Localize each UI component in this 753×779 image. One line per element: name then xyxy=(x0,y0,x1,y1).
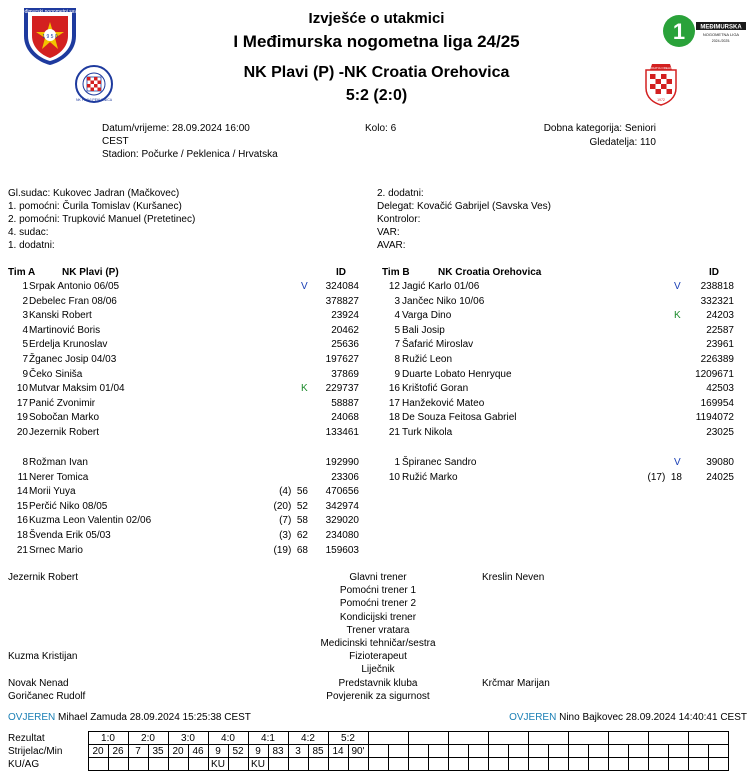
player-name: Ružić Leon xyxy=(402,354,453,365)
score-cell: 4:1 xyxy=(248,732,288,745)
verified-right xyxy=(509,712,747,723)
staff-left-name: Jezernik Robert xyxy=(8,572,79,583)
player-name: Morii Yuya xyxy=(29,486,76,498)
player-id: 192990 xyxy=(325,457,359,468)
spectators: Gledatelja: 110 xyxy=(589,137,656,148)
official-left-line: 1. pomoćni: Čurila Tomislav (Kuršanec) xyxy=(8,201,182,212)
player-number: 21 xyxy=(16,544,28,556)
match-round: Kolo: 6 xyxy=(365,123,397,134)
player-name: De Souza Feitosa Gabriel xyxy=(402,412,517,424)
player-name: Krištofić Goran xyxy=(402,383,469,395)
kuag-cell: KU xyxy=(248,758,268,771)
match-stadium: Stadion: Počurke / Peklenica / Hrvatska xyxy=(102,149,278,160)
player-number: 18 xyxy=(388,412,400,424)
player-number: 16 xyxy=(16,515,28,527)
result-row-label: Strijelac/Min xyxy=(8,745,63,757)
player-id: 159603 xyxy=(325,544,359,556)
player-id: 169954 xyxy=(700,397,734,409)
official-right-line: Kontrolor: xyxy=(377,214,421,225)
player-name: Nerer Tomica xyxy=(29,471,89,483)
svg-text:Međimurski nogometni savez: Međimurski nogometni savez xyxy=(18,9,82,15)
player-number: 17 xyxy=(16,397,28,409)
scorer-minute xyxy=(628,745,648,758)
staff-left-name: Novak Nenad xyxy=(8,677,69,689)
player-number: 5 xyxy=(22,339,28,351)
score-cell xyxy=(368,732,408,745)
svg-text:NK CROATIA OREHOVICA: NK CROATIA OREHOVICA xyxy=(642,66,680,70)
scorer-number: 9 xyxy=(248,745,268,758)
svg-text:1: 1 xyxy=(672,19,686,44)
player-number: 4 xyxy=(394,310,400,322)
scorer-minute: 46 xyxy=(188,745,208,758)
player-name: Erdelja Krunoslav xyxy=(29,339,108,351)
staff-role: Pomoćni trener 2 xyxy=(339,598,417,610)
verified-left xyxy=(8,712,251,723)
player-number: 9 xyxy=(394,368,400,380)
team-b-label: Tim B xyxy=(382,267,410,278)
staff-left-name: Goričanec Rudolf xyxy=(8,690,86,702)
player-id: 25636 xyxy=(331,339,359,351)
kuag-cell xyxy=(368,758,388,771)
player-id: 197627 xyxy=(325,354,359,365)
staff-role: Fizioterapeut xyxy=(349,651,407,663)
kuag-cell xyxy=(468,758,488,771)
scorer-minute xyxy=(468,745,488,758)
substitution-info: (17) 18 xyxy=(647,471,682,483)
player-name: Srpak Antonio 06/05 xyxy=(29,281,120,292)
player-name: Bali Josip xyxy=(402,324,445,336)
player-number: 10 xyxy=(16,383,28,395)
player-id: 24025 xyxy=(706,471,734,483)
player-id: 22587 xyxy=(706,324,734,336)
kuag-cell xyxy=(308,758,328,771)
player-number: 20 xyxy=(16,427,28,438)
kuag-cell xyxy=(528,758,548,771)
player-number: 8 xyxy=(394,354,400,365)
captain-mark: K xyxy=(674,310,681,322)
score-cell xyxy=(408,732,448,745)
player-number: 17 xyxy=(388,397,400,409)
scorer-minute xyxy=(508,745,528,758)
result-row-label: KU/AG xyxy=(8,758,40,770)
player-number: 14 xyxy=(16,486,28,498)
verified-left-text: Mihael Zamuda 28.09.2024 15:25:38 CEST xyxy=(58,712,251,723)
player-id: 1194072 xyxy=(695,412,734,424)
kuag-cell xyxy=(288,758,308,771)
scorer-minute xyxy=(708,745,728,758)
substitution-info: (20) 52 xyxy=(273,500,308,512)
kuag-cell xyxy=(268,758,288,771)
player-number: 3 xyxy=(22,310,28,322)
official-left-line: Gl.sudac: Kukovec Jadran (Mačkovec) xyxy=(8,188,180,199)
player-name: Debelec Fran 08/06 xyxy=(29,295,117,307)
scorer-minute: 52 xyxy=(228,745,248,758)
score-cell xyxy=(448,732,488,745)
result-table xyxy=(8,731,729,771)
scorer-minute xyxy=(588,745,608,758)
player-name: Martinović Boris xyxy=(29,324,101,336)
kuag-cell: KU xyxy=(208,758,228,771)
svg-text:NOGOMETNA LIGA: NOGOMETNA LIGA xyxy=(702,32,740,37)
player-number: 16 xyxy=(388,383,400,395)
score-cell: 4:0 xyxy=(208,732,248,745)
player-number: 1 xyxy=(22,281,28,292)
match-score: 5:2 (2:0) xyxy=(345,87,408,104)
staff-left-name: Kuzma Kristijan xyxy=(8,651,78,663)
player-number: 8 xyxy=(22,457,28,468)
kuag-cell xyxy=(168,758,188,771)
kuag-cell xyxy=(328,758,348,771)
scorer-minute xyxy=(548,745,568,758)
svg-text:2024./2025.: 2024./2025. xyxy=(711,39,731,43)
player-name: Hanžeković Mateo xyxy=(402,397,485,409)
staff-role: Trener vratara xyxy=(346,624,410,636)
score-cell xyxy=(528,732,568,745)
scorer-number: 7 xyxy=(128,745,148,758)
substitution-info: (4) 56 xyxy=(279,486,308,498)
scorer-minute: 85 xyxy=(308,745,328,758)
player-name: Perčić Niko 08/05 xyxy=(29,500,108,512)
scorer-minute xyxy=(668,745,688,758)
staff-role: Glavni trener xyxy=(349,572,407,583)
scorer-number xyxy=(408,745,428,758)
player-name: Švenda Erik 05/03 xyxy=(29,530,111,541)
kuag-cell xyxy=(668,758,688,771)
match-datetime: Datum/vrijeme: 28.09.2024 16:00 xyxy=(102,123,250,134)
player-number: 5 xyxy=(394,324,400,336)
official-right-line: VAR: xyxy=(377,227,400,238)
player-number: 19 xyxy=(16,412,28,424)
player-id: 23025 xyxy=(706,427,734,438)
player-id: 24203 xyxy=(706,310,734,322)
scorer-minute: 83 xyxy=(268,745,288,758)
score-cell: 2:0 xyxy=(128,732,168,745)
score-cell xyxy=(568,732,608,745)
player-name: Sobočan Marko xyxy=(29,412,100,424)
player-id: 226389 xyxy=(700,354,734,365)
player-id: 133461 xyxy=(325,427,359,438)
kuag-cell xyxy=(128,758,148,771)
kuag-cell xyxy=(628,758,648,771)
kuag-cell xyxy=(428,758,448,771)
staff-role: Predstavnik kluba xyxy=(338,677,418,689)
team-b-name: NK Croatia Orehovica xyxy=(438,267,542,278)
kuag-cell xyxy=(228,758,248,771)
scorer-number xyxy=(368,745,388,758)
kuag-cell xyxy=(408,758,428,771)
player-id: 470656 xyxy=(325,486,359,498)
kuag-cell xyxy=(448,758,468,771)
player-number: 11 xyxy=(17,471,28,483)
verified-left-tag: OVJEREN xyxy=(8,712,56,723)
player-name: Mutvar Maksim 01/04 xyxy=(29,383,125,395)
scorer-minute xyxy=(428,745,448,758)
svg-text:MEĐIMURSKA: MEĐIMURSKA xyxy=(700,24,742,31)
score-cell: 5:2 xyxy=(328,732,368,745)
player-id: 23306 xyxy=(331,471,359,483)
official-right-line: Delegat: Kovačić Gabrijel (Savska Ves) xyxy=(377,201,551,212)
player-id: 1209671 xyxy=(695,368,734,380)
player-id: 378827 xyxy=(325,295,359,307)
score-cell xyxy=(648,732,688,745)
player-name: Varga Dino xyxy=(402,310,452,322)
official-right-line: AVAR: xyxy=(377,240,406,251)
svg-text:1 9 5 0: 1 9 5 0 xyxy=(42,34,58,40)
scorer-number xyxy=(528,745,548,758)
player-name: Špiranec Sandro xyxy=(402,457,477,468)
player-number: 9 xyxy=(22,368,28,380)
player-id: 342974 xyxy=(325,500,359,512)
official-left-line: 2. pomoćni: Trupković Manuel (Pretetinec) xyxy=(8,214,196,225)
score-cell xyxy=(608,732,648,745)
player-name: Jagić Karlo 01/06 xyxy=(402,281,480,292)
scorer-minute: 35 xyxy=(148,745,168,758)
player-id: 24068 xyxy=(331,412,359,424)
scorer-minute xyxy=(388,745,408,758)
kuag-cell xyxy=(648,758,668,771)
player-number: 1 xyxy=(394,457,400,468)
player-name: Čeko Siniša xyxy=(29,368,83,380)
match-timezone: CEST xyxy=(102,136,129,147)
score-cell: 3:0 xyxy=(168,732,208,745)
staff-role: Medicinski tehničar/sestra xyxy=(320,638,436,649)
scorer-number xyxy=(488,745,508,758)
score-cell xyxy=(488,732,528,745)
scorer-minute: 26 xyxy=(108,745,128,758)
official-left-line: 1. dodatni: xyxy=(8,240,55,251)
player-name: Duarte Lobato Henryque xyxy=(402,368,512,380)
player-name: Srnec Mario xyxy=(29,544,83,556)
player-id: 332321 xyxy=(700,295,734,307)
staff-role: Liječnik xyxy=(361,664,395,676)
player-name: Kanski Robert xyxy=(29,310,92,322)
player-number: 7 xyxy=(394,339,400,351)
official-right-line: 2. dodatni: xyxy=(377,188,424,199)
verified-right-tag: OVJEREN xyxy=(509,712,557,723)
kuag-cell xyxy=(108,758,128,771)
player-name: Jančec Niko 10/06 xyxy=(402,295,485,307)
kuag-cell xyxy=(588,758,608,771)
goalkeeper-mark: V xyxy=(674,281,681,292)
player-number: 15 xyxy=(16,500,28,512)
player-id: 42503 xyxy=(706,383,734,395)
player-id: 324084 xyxy=(325,281,359,292)
scorer-number: 3 xyxy=(288,745,308,758)
player-number: 12 xyxy=(388,281,400,292)
player-number: 7 xyxy=(22,354,28,365)
player-id: 329020 xyxy=(325,515,359,527)
staff-role: Kondicijski trener xyxy=(339,611,417,623)
kuag-cell xyxy=(708,758,728,771)
player-number: 3 xyxy=(394,295,400,307)
player-number: 4 xyxy=(22,324,28,336)
player-number: 18 xyxy=(16,530,28,541)
team-b-id-header: ID xyxy=(709,267,719,278)
substitution-info: (7) 58 xyxy=(279,515,308,527)
player-id: 20462 xyxy=(331,324,359,336)
player-id: 37869 xyxy=(331,368,359,380)
player-name: Kuzma Leon Valentin 02/06 xyxy=(29,515,152,527)
substitution-info: (19) 68 xyxy=(273,544,308,556)
scorer-number: 20 xyxy=(168,745,188,758)
verified-right-text: Nino Bajkovec 28.09.2024 14:40:41 CEST xyxy=(559,712,747,723)
kuag-cell xyxy=(548,758,568,771)
scorer-number: 20 xyxy=(88,745,108,758)
age-category: Dobna kategorija: Seniori xyxy=(543,123,656,134)
staff-role: Povjerenik za sigurnost xyxy=(326,690,430,702)
player-id: 39080 xyxy=(706,457,734,468)
kuag-cell xyxy=(348,758,368,771)
player-id: 58887 xyxy=(331,397,359,409)
svg-text:1972: 1972 xyxy=(657,98,665,102)
scorer-number xyxy=(568,745,588,758)
kuag-cell xyxy=(688,758,708,771)
staff-right-name: Krčmar Marijan xyxy=(482,677,550,689)
player-id: 23961 xyxy=(706,339,734,351)
kuag-cell xyxy=(388,758,408,771)
result-row-label: Rezultat xyxy=(8,732,45,744)
league-title: I Međimurska nogometna liga 24/25 xyxy=(233,32,520,51)
player-name: Panić Zvonimir xyxy=(29,397,96,409)
scorer-minute: 90' xyxy=(348,745,368,758)
player-name: Jezernik Robert xyxy=(29,427,100,438)
player-name: Žganec Josip 04/03 xyxy=(29,354,117,365)
team-a-id-header: ID xyxy=(336,267,346,278)
match-teams: NK Plavi (P) -NK Croatia Orehovica xyxy=(243,64,510,81)
player-name: Šafarić Miroslav xyxy=(402,339,474,351)
player-id: 23924 xyxy=(331,310,359,322)
player-number: 2 xyxy=(22,295,28,307)
captain-mark: K xyxy=(301,383,308,395)
kuag-cell xyxy=(488,758,508,771)
kuag-cell xyxy=(608,758,628,771)
kuag-cell xyxy=(508,758,528,771)
team-a-name: NK Plavi (P) xyxy=(62,267,119,278)
goalkeeper-mark: V xyxy=(301,281,308,292)
scorer-number xyxy=(608,745,628,758)
staff-right-name: Kreslin Neven xyxy=(482,572,545,583)
scorer-number xyxy=(648,745,668,758)
kuag-cell xyxy=(188,758,208,771)
player-id: 234080 xyxy=(325,530,359,541)
report-title: Izvješće o utakmici xyxy=(308,10,445,27)
player-name: Turk Nikola xyxy=(402,427,453,438)
player-id: 238818 xyxy=(700,281,734,292)
kuag-cell xyxy=(568,758,588,771)
substitution-info: (3) 62 xyxy=(279,530,308,541)
score-cell: 4:2 xyxy=(288,732,328,745)
score-cell xyxy=(688,732,728,745)
official-left-line: 4. sudac: xyxy=(8,227,49,238)
svg-text:NK PLAVI PEKLENICA: NK PLAVI PEKLENICA xyxy=(75,98,113,102)
player-number: 10 xyxy=(388,471,400,483)
goalkeeper-mark: V xyxy=(674,457,681,468)
kuag-cell xyxy=(88,758,108,771)
player-number: 21 xyxy=(388,427,400,438)
scorer-number: 14 xyxy=(328,745,348,758)
player-name: Rožman Ivan xyxy=(29,457,88,468)
scorer-number: 9 xyxy=(208,745,228,758)
scorer-number xyxy=(688,745,708,758)
kuag-cell xyxy=(148,758,168,771)
score-cell: 1:0 xyxy=(88,732,128,745)
team-a-label: Tim A xyxy=(8,267,36,278)
player-id: 229737 xyxy=(325,383,359,395)
player-name: Ružić Marko xyxy=(402,471,458,483)
staff-role: Pomoćni trener 1 xyxy=(339,585,417,597)
scorer-number xyxy=(448,745,468,758)
